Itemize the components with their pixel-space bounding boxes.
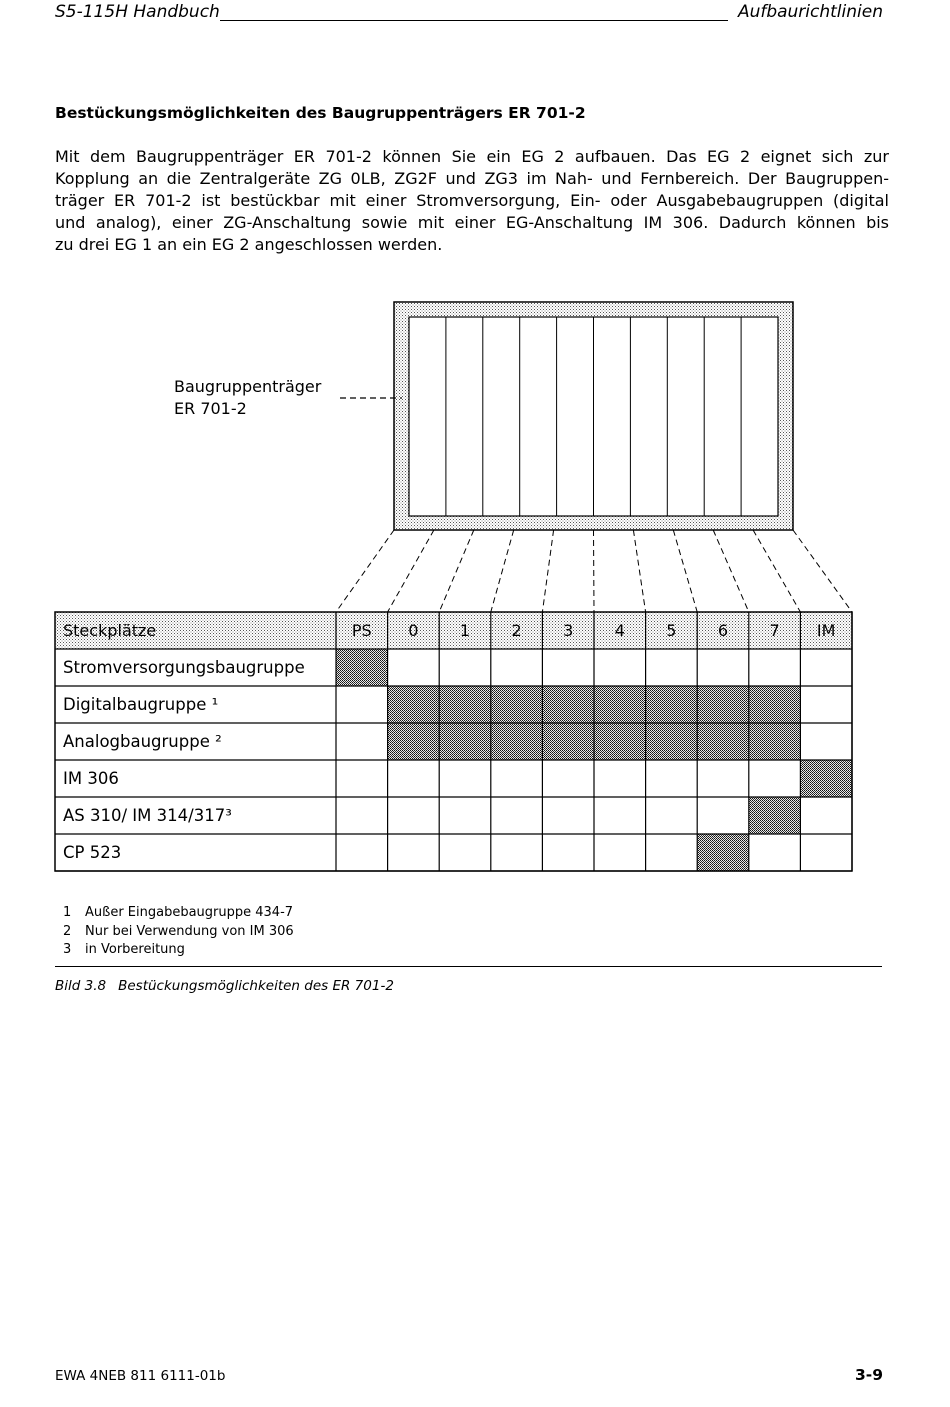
footnote xyxy=(63,923,294,942)
header-chapter: Aufbaurichtlinien xyxy=(737,2,883,22)
table-row-label: CP 523 xyxy=(63,843,122,862)
projection-line xyxy=(336,530,394,612)
table-row-label: Analogbaugruppe ² xyxy=(63,732,222,751)
section-title: Bestückungsmöglichkeiten des Baugruppenträgers ER 701-2 xyxy=(55,104,586,122)
allowed-slot-cell xyxy=(491,686,543,723)
slot-header-3: 3 xyxy=(563,621,574,640)
allowed-slot-cell xyxy=(388,686,440,723)
slot-header-4: 4 xyxy=(614,621,625,640)
body-line: Mit dem Baugruppenträger ER 701-2 können Sie ein EG 2 aufbauen. Das EG 2 eignet sich zur xyxy=(55,147,889,166)
allowed-slot-cell xyxy=(491,723,543,760)
allowed-slot-cell xyxy=(697,723,749,760)
footnote-number: 2 xyxy=(63,923,72,939)
projection-line xyxy=(542,530,553,612)
allowed-slot-cell xyxy=(646,686,698,723)
rack-label-line1: Baugruppenträger xyxy=(174,377,322,396)
figure-caption-text: Bestückungsmöglichkeiten des ER 701-2 xyxy=(118,978,394,994)
footnote xyxy=(63,904,294,923)
body-line: und analog), einer ZG-Anschaltung sowie mit einer EG-Anschaltung IM 306. Dadurch können bis xyxy=(55,213,889,232)
allowed-slot-cell xyxy=(800,760,852,797)
footnote-number: 3 xyxy=(63,942,72,957)
body-line: träger ER 701-2 ist bestückbar mit einer Stromversorgung, Ein- oder Ausgabebaugruppen (digital xyxy=(55,191,889,210)
footnotes xyxy=(63,904,294,960)
table-row-label: Digitalbaugruppe ¹ xyxy=(63,695,219,714)
slot-table xyxy=(55,612,852,871)
footnote-number: 1 xyxy=(63,905,72,920)
allowed-slot-cell xyxy=(749,723,801,760)
allowed-slot-cell xyxy=(439,723,491,760)
footnote-text: Nur bei Verwendung von IM 306 xyxy=(85,923,294,939)
figure-caption xyxy=(55,978,394,994)
allowed-slot-cell xyxy=(388,723,440,760)
allowed-slot-cell xyxy=(439,686,491,723)
table-row-label: IM 306 xyxy=(63,769,119,788)
footnote-text: Außer Eingabebaugruppe 434-7 xyxy=(85,905,294,920)
table-header-label: Steckplätze xyxy=(63,621,157,640)
footnote-text: in Vorbereitung xyxy=(85,942,185,957)
allowed-slot-cell xyxy=(594,723,646,760)
projection-line xyxy=(633,530,645,612)
slot-header-5: 5 xyxy=(666,621,677,640)
allowed-slot-cell xyxy=(697,686,749,723)
allowed-slot-cell xyxy=(749,686,801,723)
allowed-slot-cell xyxy=(749,797,801,834)
page-number: 3-9 xyxy=(854,1366,883,1384)
projection-line xyxy=(793,530,852,612)
slot-header-6: 6 xyxy=(717,621,729,640)
allowed-slot-cell xyxy=(336,649,388,686)
projection-line xyxy=(388,530,434,612)
footnote xyxy=(63,941,294,960)
projection-line xyxy=(673,530,697,612)
slot-header-7: 7 xyxy=(769,621,780,640)
body-line: zu drei EG 1 an ein EG 2 angeschlossen werden. xyxy=(55,235,443,254)
figure-number: Bild 3.8 xyxy=(55,978,107,994)
table-row-label: AS 310/ IM 314/317³ xyxy=(63,806,232,825)
projection-line xyxy=(491,530,514,612)
allowed-slot-cell xyxy=(697,834,749,871)
allowed-slot-cell xyxy=(594,686,646,723)
allowed-slot-cell xyxy=(646,723,698,760)
projection-line xyxy=(713,530,749,612)
rack-label xyxy=(174,376,321,420)
figure-rule xyxy=(55,966,882,967)
slot-header-ps: PS xyxy=(351,621,372,640)
allowed-slot-cell xyxy=(542,723,594,760)
slot-header-1: 1 xyxy=(459,621,471,640)
projection-lines xyxy=(336,530,852,612)
projection-line xyxy=(594,530,595,612)
table-header-background xyxy=(55,612,852,649)
document-id: EWA 4NEB 811 6111-01b xyxy=(55,1368,226,1384)
slot-header-0: 0 xyxy=(408,621,419,640)
projection-line xyxy=(439,530,474,612)
header-title: S5-115H Handbuch xyxy=(55,2,220,22)
slot-header-2: 2 xyxy=(511,621,522,640)
allowed-slot-cell xyxy=(542,686,594,723)
projection-line xyxy=(753,530,800,612)
body-line: Kopplung an die Zentralgeräte ZG 0LB, ZG2F und ZG3 im Nah- und Fernbereich. Der Baugruppen- xyxy=(55,169,889,188)
rack-label-line2: ER 701-2 xyxy=(174,399,247,418)
slot-header-im: IM xyxy=(816,621,836,640)
table-row-label: Stromversorgungsbaugruppe xyxy=(63,658,305,677)
